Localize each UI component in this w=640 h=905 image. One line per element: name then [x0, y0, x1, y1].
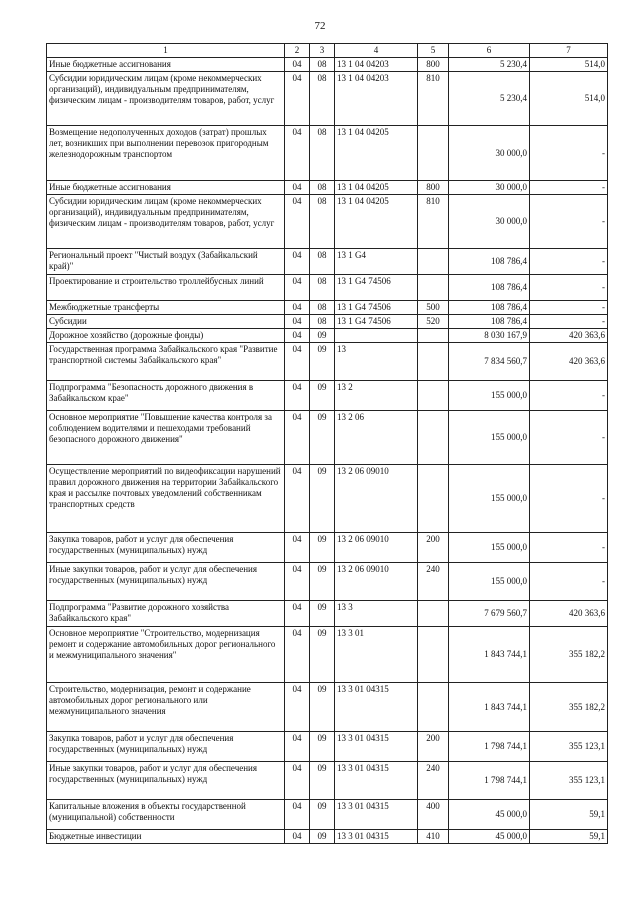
row-name-cell: Возмещение недополученных доходов (затрат) прошлых лет, возникших при выполнении перевозок пригородным железнодорожным транспортом	[47, 126, 285, 181]
expense-type-cell: 800	[418, 58, 449, 72]
amount-cell: 155 000,0	[449, 381, 530, 411]
section-code-cell: 04	[285, 343, 310, 381]
amount-cell: -	[530, 381, 608, 411]
expense-type-cell	[418, 249, 449, 275]
amount-cell: 30 000,0	[449, 195, 530, 249]
row-name-cell: Подпрограмма "Безопасность дорожного движения в Забайкальском крае"	[47, 381, 285, 411]
section-code-cell: 04	[285, 411, 310, 465]
section-code-cell: 04	[285, 195, 310, 249]
amount-cell: -	[530, 249, 608, 275]
table-row	[47, 762, 608, 800]
amount-cell: -	[530, 181, 608, 195]
column-header: 1	[47, 44, 285, 58]
amount-cell: -	[530, 275, 608, 301]
row-name-cell: Основное мероприятие "Повышение качества контроля за соблюдением водителями и пешеходами требований безопасного дорожного движения"	[47, 411, 285, 465]
amount-cell: 155 000,0	[449, 465, 530, 533]
amount-cell: 59,1	[530, 800, 608, 830]
section-code-cell: 04	[285, 249, 310, 275]
subsection-code-cell: 09	[310, 329, 335, 343]
row-name-cell: Субсидии	[47, 315, 285, 329]
amount-cell: 1 843 744,1	[449, 627, 530, 683]
target-code-cell: 13 1 G4 74506	[335, 315, 418, 329]
section-code-cell: 04	[285, 830, 310, 844]
expense-type-cell	[418, 275, 449, 301]
target-code-cell: 13 3 01 04315	[335, 800, 418, 830]
table-row	[47, 381, 608, 411]
section-code-cell: 04	[285, 329, 310, 343]
column-header: 3	[310, 44, 335, 58]
table-row	[47, 315, 608, 329]
amount-cell: 8 030 167,9	[449, 329, 530, 343]
expense-type-cell: 810	[418, 195, 449, 249]
row-name-cell: Закупка товаров, работ и услуг для обеспечения государственных (муниципальных) нужд	[47, 533, 285, 563]
subsection-code-cell: 08	[310, 301, 335, 315]
table-row	[47, 465, 608, 533]
expense-type-cell	[418, 126, 449, 181]
target-code-cell: 13 3	[335, 601, 418, 627]
table-row	[47, 411, 608, 465]
section-code-cell: 04	[285, 601, 310, 627]
expense-type-cell: 400	[418, 800, 449, 830]
row-name-cell: Осуществление мероприятий по видеофиксации нарушений правил дорожного движения на территории Забайкальского края и рассылке почтовых уведомлений собственникам транспортных средств	[47, 465, 285, 533]
column-header: 5	[418, 44, 449, 58]
section-code-cell: 04	[285, 72, 310, 126]
column-header: 4	[335, 44, 418, 58]
amount-cell: 108 786,4	[449, 301, 530, 315]
subsection-code-cell: 09	[310, 732, 335, 762]
table-row	[47, 72, 608, 126]
expense-type-cell: 240	[418, 563, 449, 601]
section-code-cell: 04	[285, 465, 310, 533]
target-code-cell: 13 3 01 04315	[335, 683, 418, 732]
row-name-cell: Иные закупки товаров, работ и услуг для обеспечения государственных (муниципальных) нужд	[47, 762, 285, 800]
target-code-cell: 13 3 01 04315	[335, 762, 418, 800]
table-row	[47, 329, 608, 343]
target-code-cell: 13 2 06 09010	[335, 563, 418, 601]
section-code-cell: 04	[285, 181, 310, 195]
table-row	[47, 195, 608, 249]
table-row	[47, 343, 608, 381]
table-row	[47, 732, 608, 762]
subsection-code-cell: 09	[310, 343, 335, 381]
table-row	[47, 830, 608, 844]
amount-cell: 155 000,0	[449, 411, 530, 465]
subsection-code-cell: 09	[310, 601, 335, 627]
row-name-cell: Субсидии юридическим лицам (кроме некоммерческих организаций), индивидуальным предпринимателям, физическим лицам - производителям товаров, работ, услуг	[47, 72, 285, 126]
subsection-code-cell: 08	[310, 315, 335, 329]
table-row	[47, 301, 608, 315]
table-row	[47, 563, 608, 601]
column-header: 7	[530, 44, 608, 58]
subsection-code-cell: 08	[310, 72, 335, 126]
expense-type-cell	[418, 329, 449, 343]
column-header: 2	[285, 44, 310, 58]
amount-cell: 30 000,0	[449, 126, 530, 181]
section-code-cell: 04	[285, 315, 310, 329]
expense-type-cell	[418, 411, 449, 465]
target-code-cell: 13 2 06 09010	[335, 465, 418, 533]
row-name-cell: Субсидии юридическим лицам (кроме некоммерческих организаций), индивидуальным предпринимателям, физическим лицам - производителям товаров, работ, услуг	[47, 195, 285, 249]
amount-cell: 514,0	[530, 58, 608, 72]
expense-type-cell	[418, 381, 449, 411]
expense-type-cell: 200	[418, 533, 449, 563]
amount-cell: 514,0	[530, 72, 608, 126]
table-row	[47, 533, 608, 563]
target-code-cell: 13 1 G4	[335, 249, 418, 275]
amount-cell: 1 843 744,1	[449, 683, 530, 732]
amount-cell: 108 786,4	[449, 249, 530, 275]
row-name-cell: Подпрограмма "Развитие дорожного хозяйства Забайкальского края"	[47, 601, 285, 627]
table-row	[47, 58, 608, 72]
amount-cell: 108 786,4	[449, 315, 530, 329]
subsection-code-cell: 09	[310, 830, 335, 844]
target-code-cell: 13	[335, 343, 418, 381]
amount-cell: -	[530, 195, 608, 249]
target-code-cell: 13 3 01 04315	[335, 830, 418, 844]
section-code-cell: 04	[285, 762, 310, 800]
section-code-cell: 04	[285, 627, 310, 683]
expense-type-cell	[418, 601, 449, 627]
expense-type-cell	[418, 627, 449, 683]
budget-table	[46, 43, 608, 844]
amount-cell: 420 363,6	[530, 601, 608, 627]
row-name-cell: Дорожное хозяйство (дорожные фонды)	[47, 329, 285, 343]
amount-cell: 355 123,1	[530, 762, 608, 800]
subsection-code-cell: 09	[310, 465, 335, 533]
row-name-cell: Проектирование и строительство троллейбусных линий	[47, 275, 285, 301]
subsection-code-cell: 08	[310, 181, 335, 195]
amount-cell: 420 363,6	[530, 329, 608, 343]
amount-cell: 1 798 744,1	[449, 762, 530, 800]
row-name-cell: Основное мероприятие "Строительство, модернизация ремонт и содержание автомобильных дорог регионального и межмуниципального значения"	[47, 627, 285, 683]
amount-cell: 108 786,4	[449, 275, 530, 301]
amount-cell: 1 798 744,1	[449, 732, 530, 762]
section-code-cell: 04	[285, 301, 310, 315]
subsection-code-cell: 09	[310, 533, 335, 563]
subsection-code-cell: 09	[310, 800, 335, 830]
amount-cell: 355 182,2	[530, 627, 608, 683]
amount-cell: 7 679 560,7	[449, 601, 530, 627]
table-row	[47, 275, 608, 301]
expense-type-cell: 500	[418, 301, 449, 315]
section-code-cell: 04	[285, 275, 310, 301]
expense-type-cell	[418, 683, 449, 732]
row-name-cell: Бюджетные инвестиции	[47, 830, 285, 844]
table-row	[47, 181, 608, 195]
row-name-cell: Региональный проект "Чистый воздух (Забайкальский край)"	[47, 249, 285, 275]
header-row	[47, 44, 608, 58]
section-code-cell: 04	[285, 126, 310, 181]
subsection-code-cell: 09	[310, 411, 335, 465]
section-code-cell: 04	[285, 683, 310, 732]
table-row	[47, 627, 608, 683]
expense-type-cell: 520	[418, 315, 449, 329]
target-code-cell: 13 1 G4 74506	[335, 301, 418, 315]
expense-type-cell: 410	[418, 830, 449, 844]
row-name-cell: Иные бюджетные ассигнования	[47, 58, 285, 72]
section-code-cell: 04	[285, 381, 310, 411]
row-name-cell: Государственная программа Забайкальского края "Развитие транспортной системы Забайкальского края"	[47, 343, 285, 381]
subsection-code-cell: 08	[310, 58, 335, 72]
subsection-code-cell: 09	[310, 627, 335, 683]
table-row	[47, 800, 608, 830]
target-code-cell: 13 2	[335, 381, 418, 411]
target-code-cell: 13 2 06 09010	[335, 533, 418, 563]
target-code-cell: 13 1 G4 74506	[335, 275, 418, 301]
amount-cell: 155 000,0	[449, 533, 530, 563]
target-code-cell: 13 3 01 04315	[335, 732, 418, 762]
expense-type-cell: 800	[418, 181, 449, 195]
section-code-cell: 04	[285, 732, 310, 762]
table-row	[47, 249, 608, 275]
target-code-cell: 13 1 04 04205	[335, 126, 418, 181]
expense-type-cell: 810	[418, 72, 449, 126]
table-row	[47, 683, 608, 732]
amount-cell: 155 000,0	[449, 563, 530, 601]
amount-cell: 355 182,2	[530, 683, 608, 732]
table-row	[47, 126, 608, 181]
row-name-cell: Строительство, модернизация, ремонт и содержание автомобильных дорог регионального или межмуниципального значения	[47, 683, 285, 732]
amount-cell: 7 834 560,7	[449, 343, 530, 381]
amount-cell: -	[530, 315, 608, 329]
subsection-code-cell: 08	[310, 126, 335, 181]
amount-cell: -	[530, 411, 608, 465]
subsection-code-cell: 08	[310, 249, 335, 275]
row-name-cell: Межбюджетные трансферты	[47, 301, 285, 315]
amount-cell: 355 123,1	[530, 732, 608, 762]
target-code-cell: 13 3 01	[335, 627, 418, 683]
target-code-cell: 13 1 04 04205	[335, 195, 418, 249]
amount-cell: -	[530, 533, 608, 563]
row-name-cell: Иные бюджетные ассигнования	[47, 181, 285, 195]
amount-cell: 45 000,0	[449, 830, 530, 844]
amount-cell: 45 000,0	[449, 800, 530, 830]
amount-cell: -	[530, 465, 608, 533]
subsection-code-cell: 08	[310, 195, 335, 249]
subsection-code-cell: 09	[310, 563, 335, 601]
target-code-cell: 13 1 04 04203	[335, 72, 418, 126]
amount-cell: -	[530, 126, 608, 181]
row-name-cell: Закупка товаров, работ и услуг для обеспечения государственных (муниципальных) нужд	[47, 732, 285, 762]
row-name-cell: Иные закупки товаров, работ и услуг для обеспечения государственных (муниципальных) нужд	[47, 563, 285, 601]
subsection-code-cell: 09	[310, 683, 335, 732]
expense-type-cell: 240	[418, 762, 449, 800]
amount-cell: 59,1	[530, 830, 608, 844]
row-name-cell: Капитальные вложения в объекты государственной (муниципальной) собственности	[47, 800, 285, 830]
target-code-cell: 13 1 04 04205	[335, 181, 418, 195]
column-header: 6	[449, 44, 530, 58]
expense-type-cell	[418, 465, 449, 533]
table-row	[47, 601, 608, 627]
section-code-cell: 04	[285, 533, 310, 563]
subsection-code-cell: 08	[310, 275, 335, 301]
amount-cell: 30 000,0	[449, 181, 530, 195]
section-code-cell: 04	[285, 58, 310, 72]
subsection-code-cell: 09	[310, 762, 335, 800]
target-code-cell: 13 2 06	[335, 411, 418, 465]
target-code-cell: 13 1 04 04203	[335, 58, 418, 72]
amount-cell: -	[530, 563, 608, 601]
expense-type-cell	[418, 343, 449, 381]
subsection-code-cell: 09	[310, 381, 335, 411]
section-code-cell: 04	[285, 563, 310, 601]
amount-cell: 5 230,4	[449, 72, 530, 126]
page-number: 72	[314, 20, 326, 32]
amount-cell: -	[530, 301, 608, 315]
amount-cell: 420 363,6	[530, 343, 608, 381]
amount-cell: 5 230,4	[449, 58, 530, 72]
section-code-cell: 04	[285, 800, 310, 830]
expense-type-cell: 200	[418, 732, 449, 762]
target-code-cell	[335, 329, 418, 343]
